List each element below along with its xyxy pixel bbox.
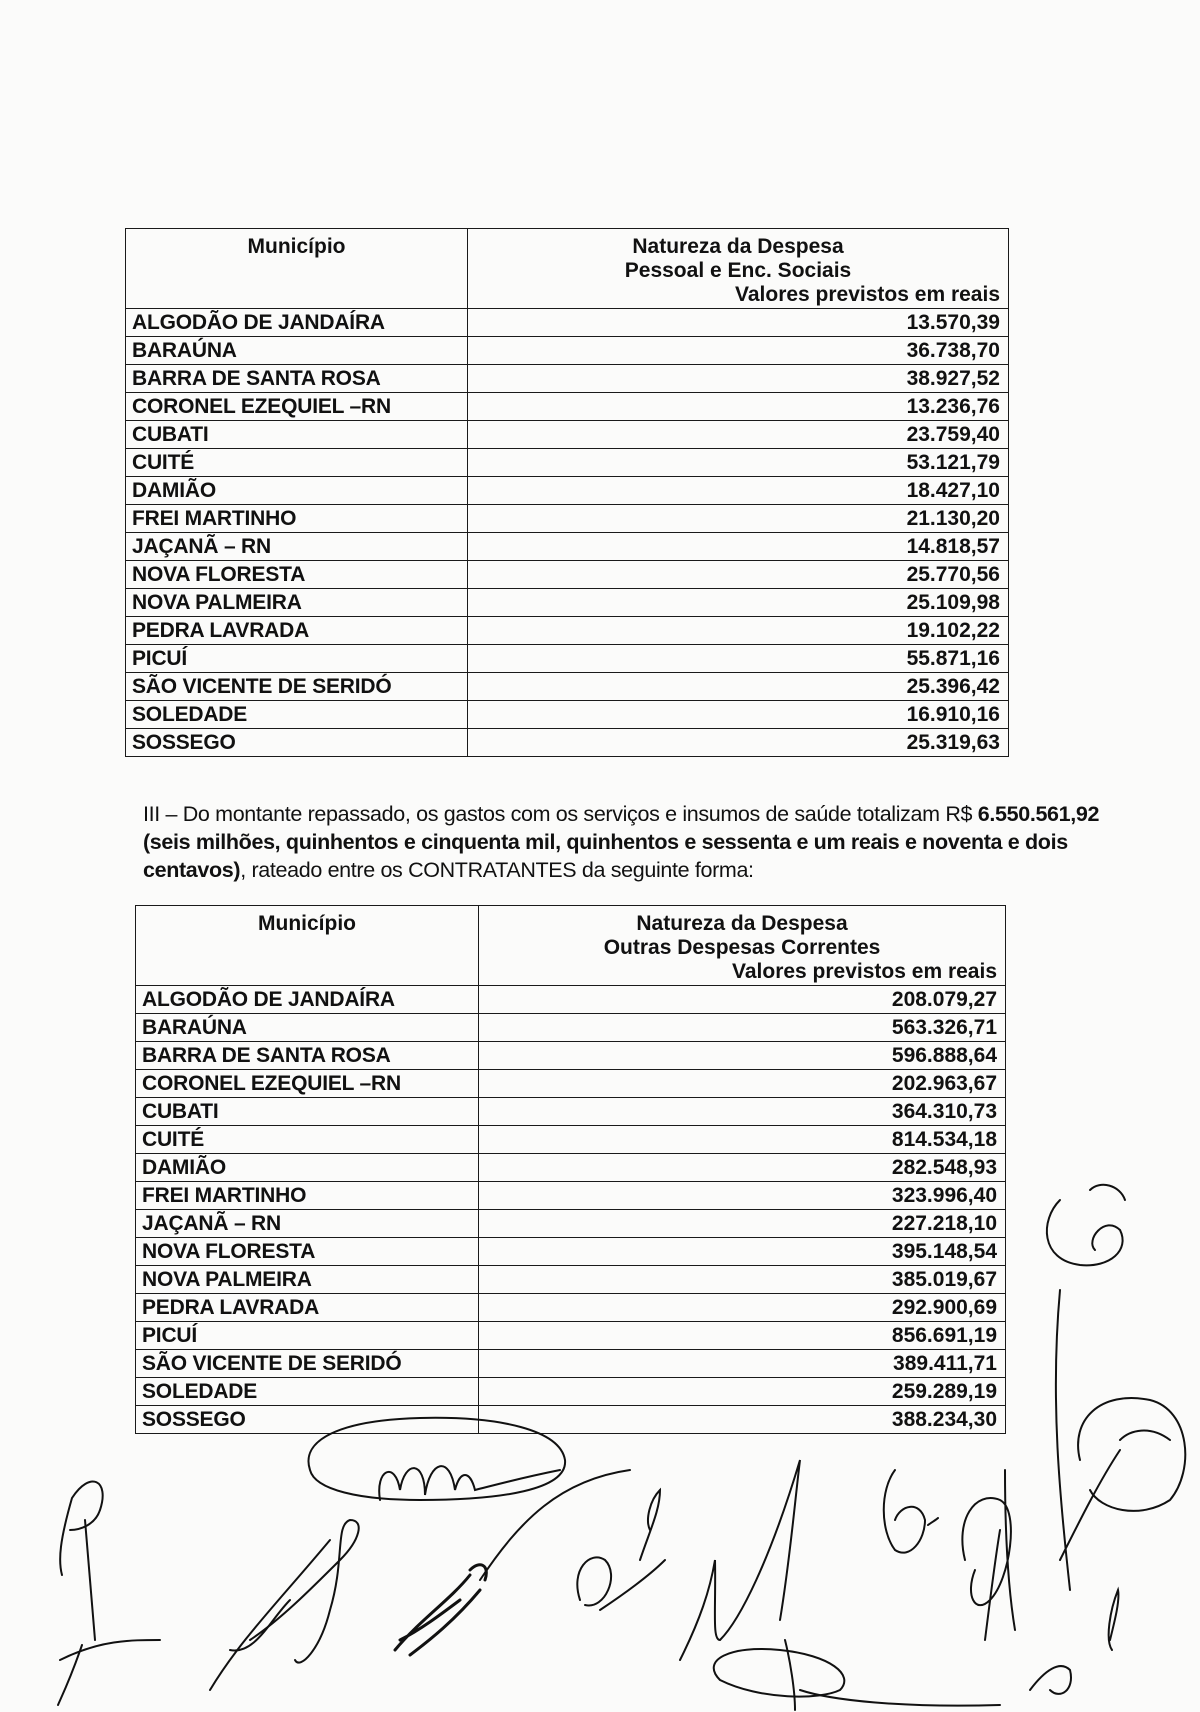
municipio-name: PEDRA LAVRADA (126, 617, 468, 645)
municipio-name: DAMIÃO (136, 1154, 479, 1182)
other-current-expense-table (135, 905, 1006, 1434)
municipio-name: NOVA PALMEIRA (126, 589, 468, 617)
table-row (136, 1154, 1006, 1182)
table-row (126, 701, 1009, 729)
table-row (126, 449, 1009, 477)
municipio-name: PEDRA LAVRADA (136, 1294, 479, 1322)
municipio-name: BARAÚNA (136, 1014, 479, 1042)
expense-value: 814.534,18 (479, 1126, 1006, 1154)
table-row (136, 1182, 1006, 1210)
municipio-name: ALGODÃO DE JANDAÍRA (136, 986, 479, 1014)
table-body (136, 986, 1006, 1434)
municipio-name: DAMIÃO (126, 477, 468, 505)
municipio-name: NOVA FLORESTA (126, 561, 468, 589)
expense-value: 23.759,40 (468, 421, 1009, 449)
table-row (126, 673, 1009, 701)
expense-value: 16.910,16 (468, 701, 1009, 729)
table-row (136, 1266, 1006, 1294)
expense-nature-title: Natureza da Despesa (632, 235, 844, 258)
signature-2 (210, 1520, 359, 1690)
total-amount: 6.550.561,92 (seis milhões, quinhentos e cinquenta mil, quinhentos e sessenta e um reais e noventa e dois centavos) (143, 802, 1100, 882)
expense-value: 227.218,10 (479, 1210, 1006, 1238)
paragraph-outro: , rateado entre os CONTRATANTES da seguinte forma: (240, 858, 754, 882)
personnel-expense-table (125, 228, 1009, 757)
municipio-name: BARRA DE SANTA ROSA (126, 365, 468, 393)
table-row (126, 309, 1009, 337)
municipio-name: JAÇANÃ – RN (126, 533, 468, 561)
expense-value: 19.102,22 (468, 617, 1009, 645)
table-row (136, 1070, 1006, 1098)
municipio-name: SOSSEGO (136, 1406, 479, 1434)
table-row (126, 561, 1009, 589)
municipio-name: FREI MARTINHO (136, 1182, 479, 1210)
municipio-name: BARAÚNA (126, 337, 468, 365)
expense-nature-column-header (479, 906, 1006, 986)
municipio-name: ALGODÃO DE JANDAÍRA (126, 309, 468, 337)
municipio-name: SOSSEGO (126, 729, 468, 757)
table-row (126, 645, 1009, 673)
expense-value: 38.927,52 (468, 365, 1009, 393)
expense-value: 364.310,73 (479, 1098, 1006, 1126)
signature-5 (577, 1490, 665, 1610)
municipio-column-header: Município (126, 229, 468, 309)
expense-category: Pessoal e Enc. Sociais (624, 259, 852, 282)
table-row (136, 1406, 1006, 1434)
values-unit-label: Valores previstos em reais (732, 960, 997, 983)
signature-7 (884, 1470, 938, 1553)
table-row (136, 1210, 1006, 1238)
table-row (126, 393, 1009, 421)
table-row (136, 1098, 1006, 1126)
paragraph-intro: III – Do montante repassado, os gastos com os serviços e insumos de saúde totalizam R$ (143, 802, 978, 826)
table-row (126, 617, 1009, 645)
table-row (126, 421, 1009, 449)
signature-4 (395, 1470, 630, 1655)
municipio-name: PICUÍ (136, 1322, 479, 1350)
table-row (136, 1294, 1006, 1322)
expense-value: 389.411,71 (479, 1350, 1006, 1378)
expense-value: 395.148,54 (479, 1238, 1006, 1266)
signature-1 (58, 1481, 160, 1705)
expense-value: 55.871,16 (468, 645, 1009, 673)
expense-value: 13.236,76 (468, 393, 1009, 421)
expense-value: 36.738,70 (468, 337, 1009, 365)
expense-value: 25.319,63 (468, 729, 1009, 757)
expense-value: 14.818,57 (468, 533, 1009, 561)
municipio-name: FREI MARTINHO (126, 505, 468, 533)
expense-nature-title: Natureza da Despesa (636, 912, 848, 935)
table-row (126, 477, 1009, 505)
table-header-row (136, 906, 1006, 986)
municipio-name: SÃO VICENTE DE SERIDÓ (126, 673, 468, 701)
signature-8 (962, 1470, 1015, 1640)
expense-nature-column-header (468, 229, 1009, 309)
municipio-name: NOVA FLORESTA (136, 1238, 479, 1266)
table-row (126, 729, 1009, 757)
table-row (136, 1322, 1006, 1350)
table-row (136, 1238, 1006, 1266)
values-unit-label: Valores previstos em reais (735, 283, 1000, 306)
municipio-name: SOLEDADE (126, 701, 468, 729)
table-row (126, 337, 1009, 365)
expense-value: 388.234,30 (479, 1406, 1006, 1434)
signature-11 (1030, 1590, 1118, 1694)
expense-value: 563.326,71 (479, 1014, 1006, 1042)
municipio-name: SOLEDADE (136, 1378, 479, 1406)
expense-value: 208.079,27 (479, 986, 1006, 1014)
table-row (126, 589, 1009, 617)
expense-value: 856.691,19 (479, 1322, 1006, 1350)
table-row (136, 1126, 1006, 1154)
municipio-name: CUBATI (126, 421, 468, 449)
expense-value: 292.900,69 (479, 1294, 1006, 1322)
municipio-name: CUITÉ (136, 1126, 479, 1154)
municipio-name: CORONEL EZEQUIEL –RN (136, 1070, 479, 1098)
table-row (136, 986, 1006, 1014)
municipio-name: CUITÉ (126, 449, 468, 477)
municipio-name: CUBATI (136, 1098, 479, 1126)
expense-value: 21.130,20 (468, 505, 1009, 533)
expense-value: 18.427,10 (468, 477, 1009, 505)
table-row (126, 533, 1009, 561)
table-body (126, 309, 1009, 757)
expense-value: 53.121,79 (468, 449, 1009, 477)
municipio-name: SÃO VICENTE DE SERIDÓ (136, 1350, 479, 1378)
expense-value: 596.888,64 (479, 1042, 1006, 1070)
expense-value: 25.109,98 (468, 589, 1009, 617)
section-iii-paragraph (143, 800, 1108, 884)
table-row (136, 1350, 1006, 1378)
table-row (126, 505, 1009, 533)
municipio-name: BARRA DE SANTA ROSA (136, 1042, 479, 1070)
expense-value: 25.396,42 (468, 673, 1009, 701)
signature-9 (1047, 1185, 1125, 1266)
table-row (136, 1042, 1006, 1070)
expense-value: 259.289,19 (479, 1378, 1006, 1406)
table-row (136, 1378, 1006, 1406)
signature-10 (1056, 1290, 1185, 1590)
expense-value: 25.770,56 (468, 561, 1009, 589)
table-row (136, 1014, 1006, 1042)
municipio-name: CORONEL EZEQUIEL –RN (126, 393, 468, 421)
municipio-name: PICUÍ (126, 645, 468, 673)
table-row (126, 365, 1009, 393)
expense-value: 282.548,93 (479, 1154, 1006, 1182)
municipio-name: NOVA PALMEIRA (136, 1266, 479, 1294)
table-header-row (126, 229, 1009, 309)
expense-value: 13.570,39 (468, 309, 1009, 337)
expense-category: Outras Despesas Correntes (603, 936, 881, 959)
expense-value: 385.019,67 (479, 1266, 1006, 1294)
signature-6 (680, 1460, 1000, 1710)
expense-value: 202.963,67 (479, 1070, 1006, 1098)
municipio-column-header: Município (136, 906, 479, 986)
expense-value: 323.996,40 (479, 1182, 1006, 1210)
municipio-name: JAÇANÃ – RN (136, 1210, 479, 1238)
